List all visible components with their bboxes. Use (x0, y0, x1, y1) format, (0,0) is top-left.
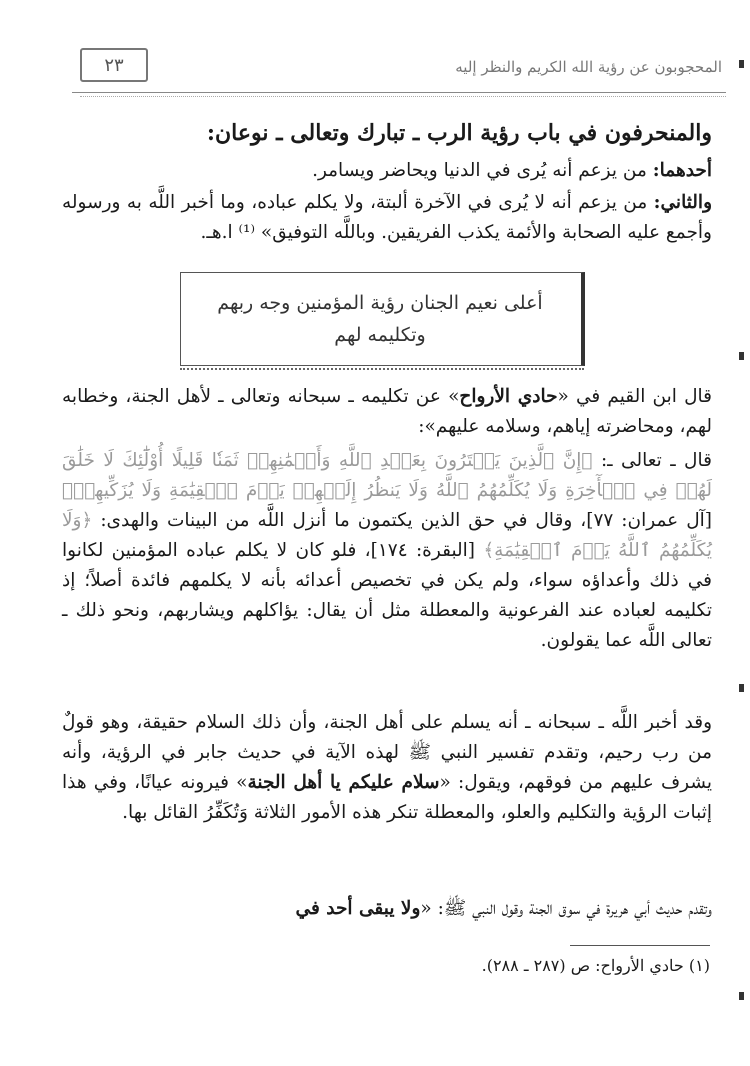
highlight-box-text: أعلى نعيم الجنان رؤية المؤمنين وجه ربهم وتكليمه لهم (217, 292, 543, 346)
paragraph-quran-verses (62, 446, 712, 656)
margin-mark (739, 992, 744, 1000)
book-title: حادي الأرواح (459, 386, 558, 407)
label-second: والثاني: (653, 192, 712, 213)
footnote: (١) حادي الأرواح: ص (٢٨٧ ـ ٢٨٨). (481, 956, 710, 975)
paragraph-abu-hurayra (62, 894, 712, 924)
salam-quote: سلام عليكم يا أهل الجنة (247, 772, 440, 793)
header-rule (72, 92, 726, 93)
highlight-box-divider (180, 368, 584, 370)
running-title: المحجوبون عن رؤية الله الكريم والنظر إليه (455, 58, 722, 76)
hadith-quote: ولا يبقى أحد في (295, 898, 421, 919)
margin-mark (739, 684, 744, 692)
para4-pre: قال ـ تعالى ـ: (592, 450, 712, 471)
header-rule-dotted (80, 96, 726, 97)
paragraph-salam (62, 708, 712, 828)
page-number: ٢٣ (80, 48, 148, 82)
footnote-rule (570, 945, 710, 946)
text-second: من يزعم أنه لا يُرى في الآخرة ألبتة، ولا يكلم عباده، وما أخبر اللَّه به ورسوله وأجمع عليه الصحابة والأئمة يكذب الفريقين. وباللَّه التوفيق» ⁽¹⁾ ا.هـ. (62, 192, 712, 243)
margin-mark (739, 60, 744, 68)
page-header (72, 48, 722, 88)
paragraph-ibn-qayyim (62, 382, 712, 442)
label-first: أحدهما: (652, 160, 712, 181)
para4-post: [آل عمران: ٧٧]، وقال في حق الذين يكتمون ما أنزل اللَّه من البينات والهدى: (92, 510, 712, 531)
para3-pre: قال ابن القيم في « (557, 386, 712, 407)
para5-post: » فيرونه عيانًا، وفي هذا إثبات الرؤية والتكليم والعلو، والمعطلة تنكر هذه الأمور الثلاثة وَتُكَفِّرُ القائل بها. (62, 772, 712, 823)
quran-verse-baqara: ﴿وَلَا يُكَلِّمُهُمُ ٱللَّهُ يَوۡمَ ٱلۡقِيَٰمَةِ﴾ (62, 510, 712, 561)
text-first: من يزعم أنه يُرى في الدنيا ويحاضر ويسامر. (312, 160, 653, 181)
highlight-box (180, 272, 585, 366)
paragraph-second (62, 188, 712, 248)
margin-mark (739, 352, 744, 360)
para3-post: » عن تكليمه ـ سبحانه وتعالى ـ لأهل الجنة، وخطابه لهم، ومحاضرته إياهم، وسلامه عليهم»: (62, 386, 712, 437)
para5-pre: وقد أخبر اللَّه ـ سبحانه ـ أنه يسلم على أهل الجنة، وأن ذلك السلام حقيقة، وهو قولٌ من رب رحيم، وتقدم تفسير النبي ﷺ لهذه الآية في حديث جابر في الرؤية، وأنه يشرف عليهم من فوقهم، ويقول: « (62, 712, 712, 793)
paragraph-first (62, 156, 712, 186)
quran-verse-imran: ﴿إِنَّ ٱلَّذِينَ يَشۡتَرُونَ بِعَهۡدِ ٱللَّهِ وَأَيۡمَٰنِهِمۡ ثَمَنٗا قَلِيلًا أُوْلَٰٓئِكَ لَا خَلَٰقَ لَهُمۡ فِي ٱلۡأٓخِرَةِ وَلَا يُكَلِّمُهُمُ ٱللَّهُ وَلَا يَنظُرُ إِلَيۡهِمۡ يَوۡمَ ٱلۡقِيَٰمَةِ وَلَا يُزَكِّيهِمۡ﴾ (62, 450, 712, 501)
section-heading: والمنحرفون في باب رؤية الرب ـ تبارك وتعالى ـ نوعان: (206, 120, 712, 146)
para6-pre: وتقدم حديث أبي هريرة في سوق الجنة وقول النبي ﷺ: « (420, 898, 712, 919)
para4-post2: [البقرة: ١٧٤]، فلو كان لا يكلم عباده المؤمنين لكانوا في ذلك وأعداؤه سواء، ولم يكن في تخصيص أعدائه بأنه لا يكلمهم فائدة أصلاً؛ إذ تكليمه لعباده عند الفرعونية والمعطلة مثل أن يقال: يؤاكلهم ويشاربهم، ونحو ذلك ـ تعالى اللَّه عما يقولون. (62, 540, 712, 651)
